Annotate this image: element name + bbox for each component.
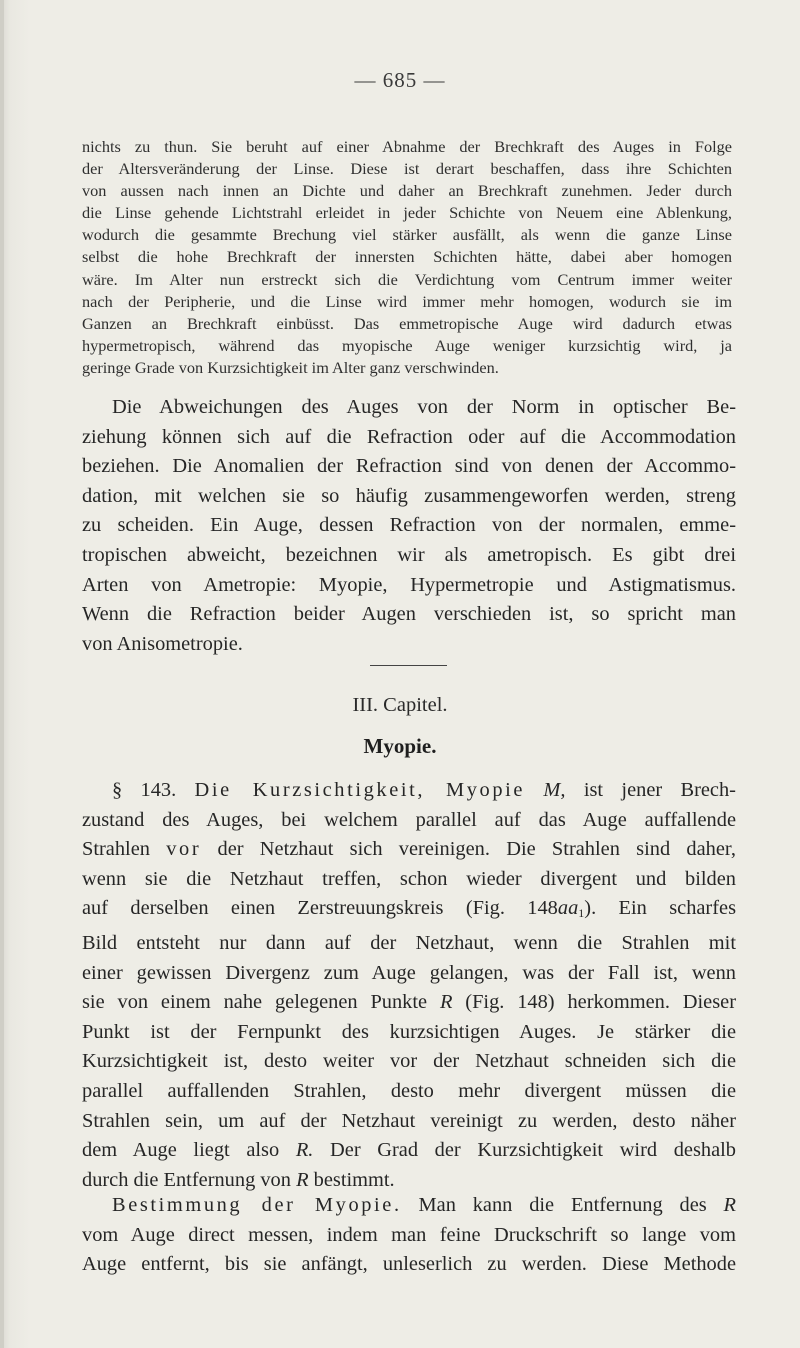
- symbol-r: R: [296, 1168, 309, 1191]
- text-line: von Anisometropie.: [82, 632, 243, 655]
- text-line: Kurzsichtigkeit ist, desto weiter vor der Netzhaut schneiden sich die: [82, 1050, 736, 1073]
- text-fragment: bestimmt.: [313, 1168, 395, 1191]
- page-number: — 685 —: [354, 68, 446, 92]
- text-line: zustand des Auges, bei welchem parallel auf das Auge auffallende: [82, 808, 736, 831]
- text-line: einer gewissen Divergenz zum Auge gelangen, was der Fall ist, wenn: [82, 961, 736, 984]
- text-fragment: ist jener Brech-: [583, 779, 736, 801]
- text-line: [82, 1191, 736, 1221]
- text-fragment: der Netzhaut sich vereinigen. Die Strahlen sind daher,: [217, 838, 736, 861]
- text-line: Arten von Ametropie: Myopie, Hypermetropie und Astigmatismus.: [82, 573, 736, 596]
- text-line: Auge entfernt, bis sie anfängt, unleserlich zu werden. Diese Methode: [82, 1253, 736, 1276]
- section-143-paragraph: [82, 776, 736, 1195]
- text-line: wäre. Im Alter nun erstreckt sich die Verdichtung vom Centrum immer weiter: [82, 269, 732, 289]
- text-line: geringe Grade von Kurzsichtigkeit im Alter ganz verschwinden.: [82, 357, 499, 377]
- symbol-r: R.: [295, 1139, 314, 1162]
- text-fragment: ). Ein scharfes: [584, 897, 736, 920]
- text-fragment: Man kann die Entfernung des: [418, 1194, 707, 1216]
- section-number: § 143.: [112, 779, 177, 801]
- text-line: parallel auffallenden Strahlen, desto mehr divergent müssen die: [82, 1079, 736, 1102]
- page-edge-shadow: [0, 0, 4, 1348]
- text-line: dation, mit welchen sie so häufig zusammengeworfen werden, streng: [82, 484, 736, 507]
- text-line: [82, 894, 736, 929]
- text-line: Ganzen an Brechkraft einbüsst. Das emmetropische Auge wird dadurch etwas: [82, 313, 732, 333]
- term-kurzsichtigkeit: Die Kurzsichtigkeit, Myopie: [194, 779, 526, 801]
- intro-paragraph: [82, 136, 732, 379]
- text-line: wodurch die gesammte Brechung viel stärker ausfällt, als wenn die ganze Linse: [82, 225, 732, 245]
- text-line: ziehung können sich auf die Refraction oder auf die Accommodation: [82, 425, 736, 448]
- text-fragment: sie von einem nahe gelegenen Punkte: [82, 991, 428, 1014]
- text-line: hypermetropisch, während das myopische Auge weniger kurzsichtig wird, ja: [82, 335, 732, 355]
- text-line: [82, 835, 736, 865]
- text-line: nach der Peripherie, und die Linse wird immer mehr homogen, wodurch sie im: [82, 291, 732, 311]
- text-fragment: durch die Entfernung von: [82, 1168, 291, 1191]
- text-line: Strahlen sein, um auf der Netzhaut vereinigt zu werden, desto näher: [82, 1109, 736, 1132]
- text-line: Bild entsteht nur dann auf der Netzhaut, wenn die Strahlen mit: [82, 931, 736, 954]
- text-line: Die Abweichungen des Auges von der Norm in optischer Be-: [112, 396, 736, 418]
- text-line: vom Auge direct messen, indem man feine Druckschrift so lange vom: [82, 1223, 736, 1246]
- term-bestimmung: Bestimmung der Myopie.: [112, 1194, 402, 1216]
- text-line: Wenn die Refraction beider Augen verschieden ist, so spricht man: [82, 603, 736, 626]
- text-line: [82, 988, 736, 1018]
- chapter-heading-text: III. Capitel.: [352, 694, 448, 716]
- symbol-m: M,: [543, 779, 566, 801]
- text-fragment: auf derselben einen Zerstreuungskreis (Fig. 148: [82, 897, 558, 920]
- text-fragment: (Fig. 148) herkommen. Dieser: [465, 991, 737, 1014]
- text-line: beziehen. Die Anomalien der Refraction sind von denen der Accommo-: [82, 455, 736, 478]
- text-line: von aussen nach innen an Dichte und daher an Brechkraft zunehmen. Jeder durch: [82, 181, 732, 201]
- text-line: wenn sie die Netzhaut treffen, schon wieder divergent und bilden: [82, 867, 736, 890]
- text-line: zu scheiden. Ein Auge, dessen Refraction von der normalen, emme-: [82, 514, 736, 537]
- figure-ref-subscript: 1: [578, 906, 585, 921]
- text-line: Punkt ist der Fernpunkt des kurzsichtigen Auges. Je stärker die: [82, 1020, 736, 1043]
- text-line: [82, 1136, 736, 1166]
- text-line: selbst die hohe Brechkraft der innersten Schichten hätte, dabei aber homogen: [82, 247, 732, 267]
- text-fragment: Strahlen: [82, 838, 150, 861]
- figure-ref-aa: aa: [557, 897, 579, 920]
- section-divider: [370, 665, 447, 666]
- determination-paragraph: [82, 1191, 736, 1280]
- text-line: die Linse gehende Lichtstrahl erleidet in jeder Schichte von Neuem eine Ablenkung,: [82, 203, 732, 223]
- symbol-r: R: [439, 991, 453, 1014]
- chapter-title: Myopie.: [363, 734, 437, 758]
- text-fragment: Der Grad der Kurzsichtigkeit wird deshalb: [330, 1139, 736, 1162]
- text-line: nichts zu thun. Sie beruht auf einer Abnahme der Brechkraft des Auges in Folge: [82, 137, 732, 156]
- anomalies-paragraph: [82, 393, 736, 659]
- symbol-r: R: [723, 1194, 736, 1216]
- text-fragment: dem Auge liegt also: [82, 1139, 280, 1162]
- text-line: tropischen abweicht, bezeichnen wir als ametropisch. Es gibt drei: [82, 543, 736, 566]
- text-line: der Altersveränderung der Linse. Diese ist derart beschaffen, dass ihre Schichten: [82, 159, 732, 179]
- chapter-heading: [0, 694, 800, 717]
- text-line: [82, 776, 736, 806]
- term-vor: vor: [166, 838, 202, 861]
